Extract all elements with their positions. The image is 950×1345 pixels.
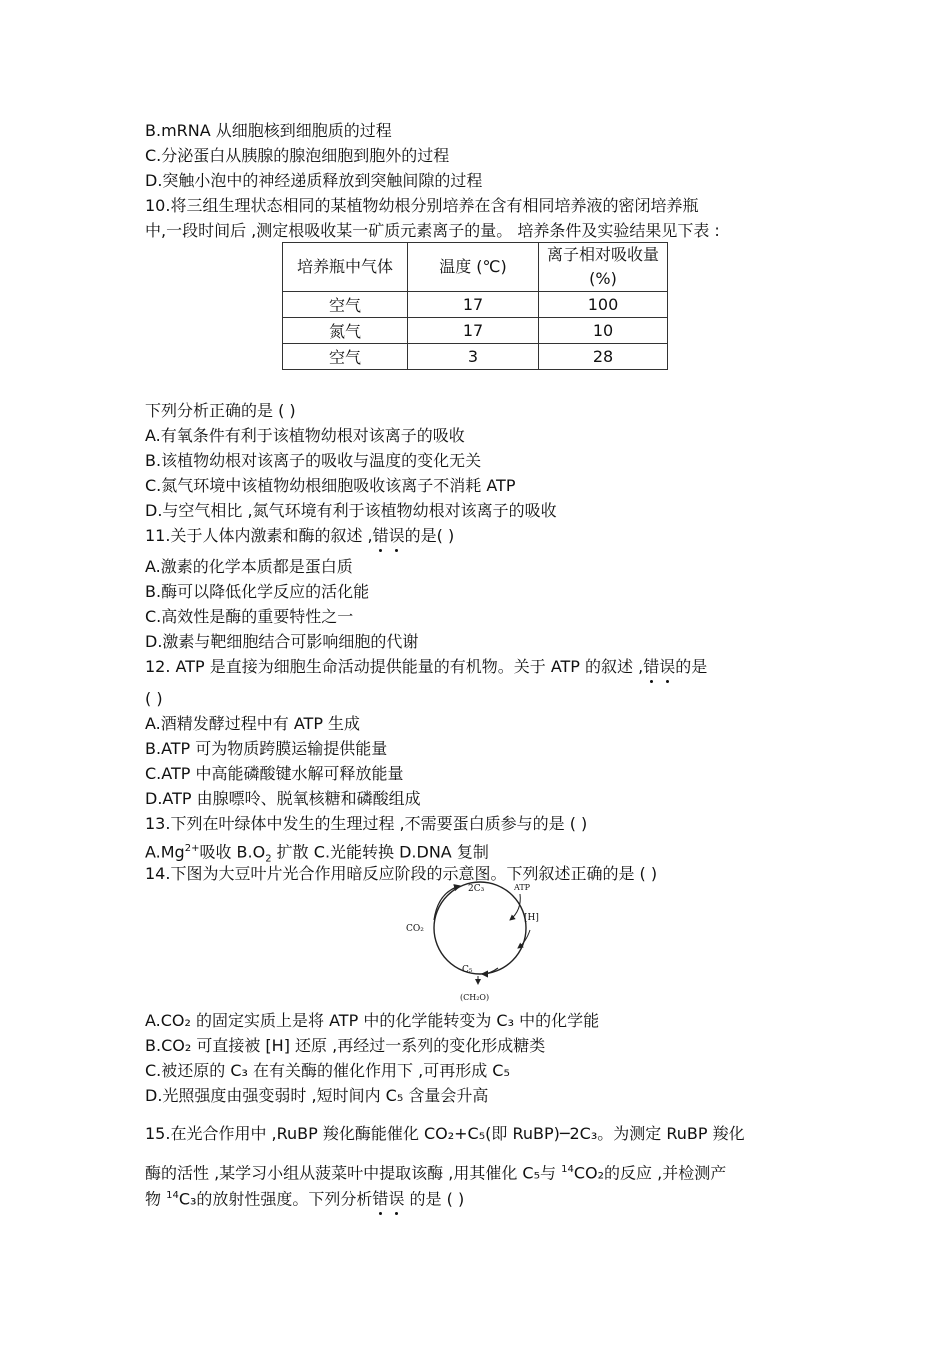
table-cell: 100	[539, 292, 668, 318]
q15-stem-line2: 酶的活性 ,某学习小组从菠菜叶中提取该酶 ,用其催化 C₅与 $^{14}$CO₂的反应 ,并检测产	[145, 1163, 727, 1183]
q12-option-d: D.ATP 由腺嘌呤、脱氧核糖和磷酸组成	[145, 789, 421, 808]
q12-option-b: B.ATP 可为物质跨膜运输提供能量	[145, 739, 388, 758]
q14-option-a: A.CO₂ 的固定实质上是将 ATP 中的化学能转变为 C₃ 中的化学能	[145, 1011, 600, 1030]
experiment-table	[282, 242, 668, 370]
q12-option-c: C.ATP 中高能磷酸键水解可释放能量	[145, 764, 404, 783]
ch2o-label: (CH₂O)	[460, 993, 490, 1002]
q11-option-c: C.高效性是酶的重要特性之一	[145, 607, 354, 626]
q14-option-b: B.CO₂ 可直接被 [H] 还原 ,再经过一系列的变化形成糖类	[145, 1036, 546, 1055]
q10-stem-line1: 10.将三组生理状态相同的某植物幼根分别培养在含有相同培养液的密闭培养瓶	[145, 196, 699, 215]
option-b-line: B.mRNA 从细胞核到细胞质的过程	[145, 121, 392, 140]
option-c-line: C.分泌蛋白从胰腺的腺泡细胞到胞外的过程	[145, 146, 450, 165]
table-row	[283, 318, 668, 344]
q10-option-a: A.有氧条件有利于该植物幼根对该离子的吸收	[145, 426, 465, 445]
table-header: 温度 (℃)	[408, 243, 539, 292]
q12-option-a: A.酒精发酵过程中有 ATP 生成	[145, 714, 361, 733]
q15-stem-line3: 物 $^{14}$C₃的放射性强度。下列分析错误 的是 ( )	[145, 1189, 465, 1209]
table-cell: 28	[539, 344, 668, 370]
q15-stem-line1: 15.在光合作用中 ,RuBP 羧化酶能催化 CO₂+C₅(即 RuBP)─2C₃。为测定 RuBP 羧化	[145, 1124, 745, 1143]
q11-option-d: D.激素与靶细胞结合可影响细胞的代谢	[145, 632, 419, 651]
table-cell: 17	[408, 318, 539, 344]
h-label: [H]	[524, 913, 539, 923]
q14-stem: 14.下图为大豆叶片光合作用暗反应阶段的示意图。下列叙述正确的是 ( )	[145, 864, 658, 883]
table-cell: 氮气	[283, 318, 408, 344]
q14-option-c: C.被还原的 C₃ 在有关酶的催化作用下 ,可再形成 C₅	[145, 1061, 510, 1080]
table-cell: 空气	[283, 292, 408, 318]
q13-stem: 13.下列在叶绿体中发生的生理过程 ,不需要蛋白质参与的是 ( )	[145, 814, 588, 833]
q13-options: $A.Mg^{2+}$吸收 $B.O_2$ 扩散 C.光能转换 D.DNA 复制	[145, 842, 489, 865]
calvin-cycle-circle	[434, 882, 526, 974]
table-header: 离子相对吸收量(%)	[539, 243, 668, 292]
table-header: 培养瓶中气体	[283, 243, 408, 292]
c3-label: 2C₃	[468, 884, 485, 894]
dark-reaction-diagram	[398, 880, 558, 1005]
option-d-line: D.突触小泡中的神经递质释放到突触间隙的过程	[145, 171, 483, 190]
q10-stem-line2: 中,一段时间后 ,测定根吸收某一矿质元素离子的量。 培养条件及实验结果见下表 :	[145, 221, 720, 240]
atp-label: ATP	[514, 883, 531, 892]
table-row	[283, 344, 668, 370]
q12-stem-line2: ( )	[145, 689, 163, 708]
cycle-arrow-top	[434, 886, 460, 920]
q10-option-d: D.与空气相比 ,氮气环境有利于该植物幼根对该离子的吸收	[145, 501, 557, 520]
q11-stem: 11.关于人体内激素和酶的叙述 ,错误的是( )	[145, 526, 455, 545]
q12-stem: 12. ATP 是直接为细胞生命活动提供能量的有机物。关于 ATP 的叙述 ,错误的是	[145, 657, 708, 676]
q10-option-b: B.该植物幼根对该离子的吸收与温度的变化无关	[145, 451, 482, 470]
table-cell: 3	[408, 344, 539, 370]
q11-option-b: B.酶可以降低化学反应的活化能	[145, 582, 370, 601]
co2-label: CO₂	[406, 924, 424, 934]
table-cell: 空气	[283, 344, 408, 370]
q10-prompt: 下列分析正确的是 ( )	[145, 401, 296, 420]
c5-label: C₅	[462, 965, 473, 975]
q10-option-c: C.氮气环境中该植物幼根细胞吸收该离子不消耗 ATP	[145, 476, 516, 495]
table-cell: 10	[539, 318, 668, 344]
q11-option-a: A.激素的化学本质都是蛋白质	[145, 557, 353, 576]
table-cell: 17	[408, 292, 539, 318]
table-row	[283, 292, 668, 318]
table-header-row	[283, 243, 668, 292]
q14-option-d: D.光照强度由强变弱时 ,短时间内 C₅ 含量会升高	[145, 1086, 489, 1105]
